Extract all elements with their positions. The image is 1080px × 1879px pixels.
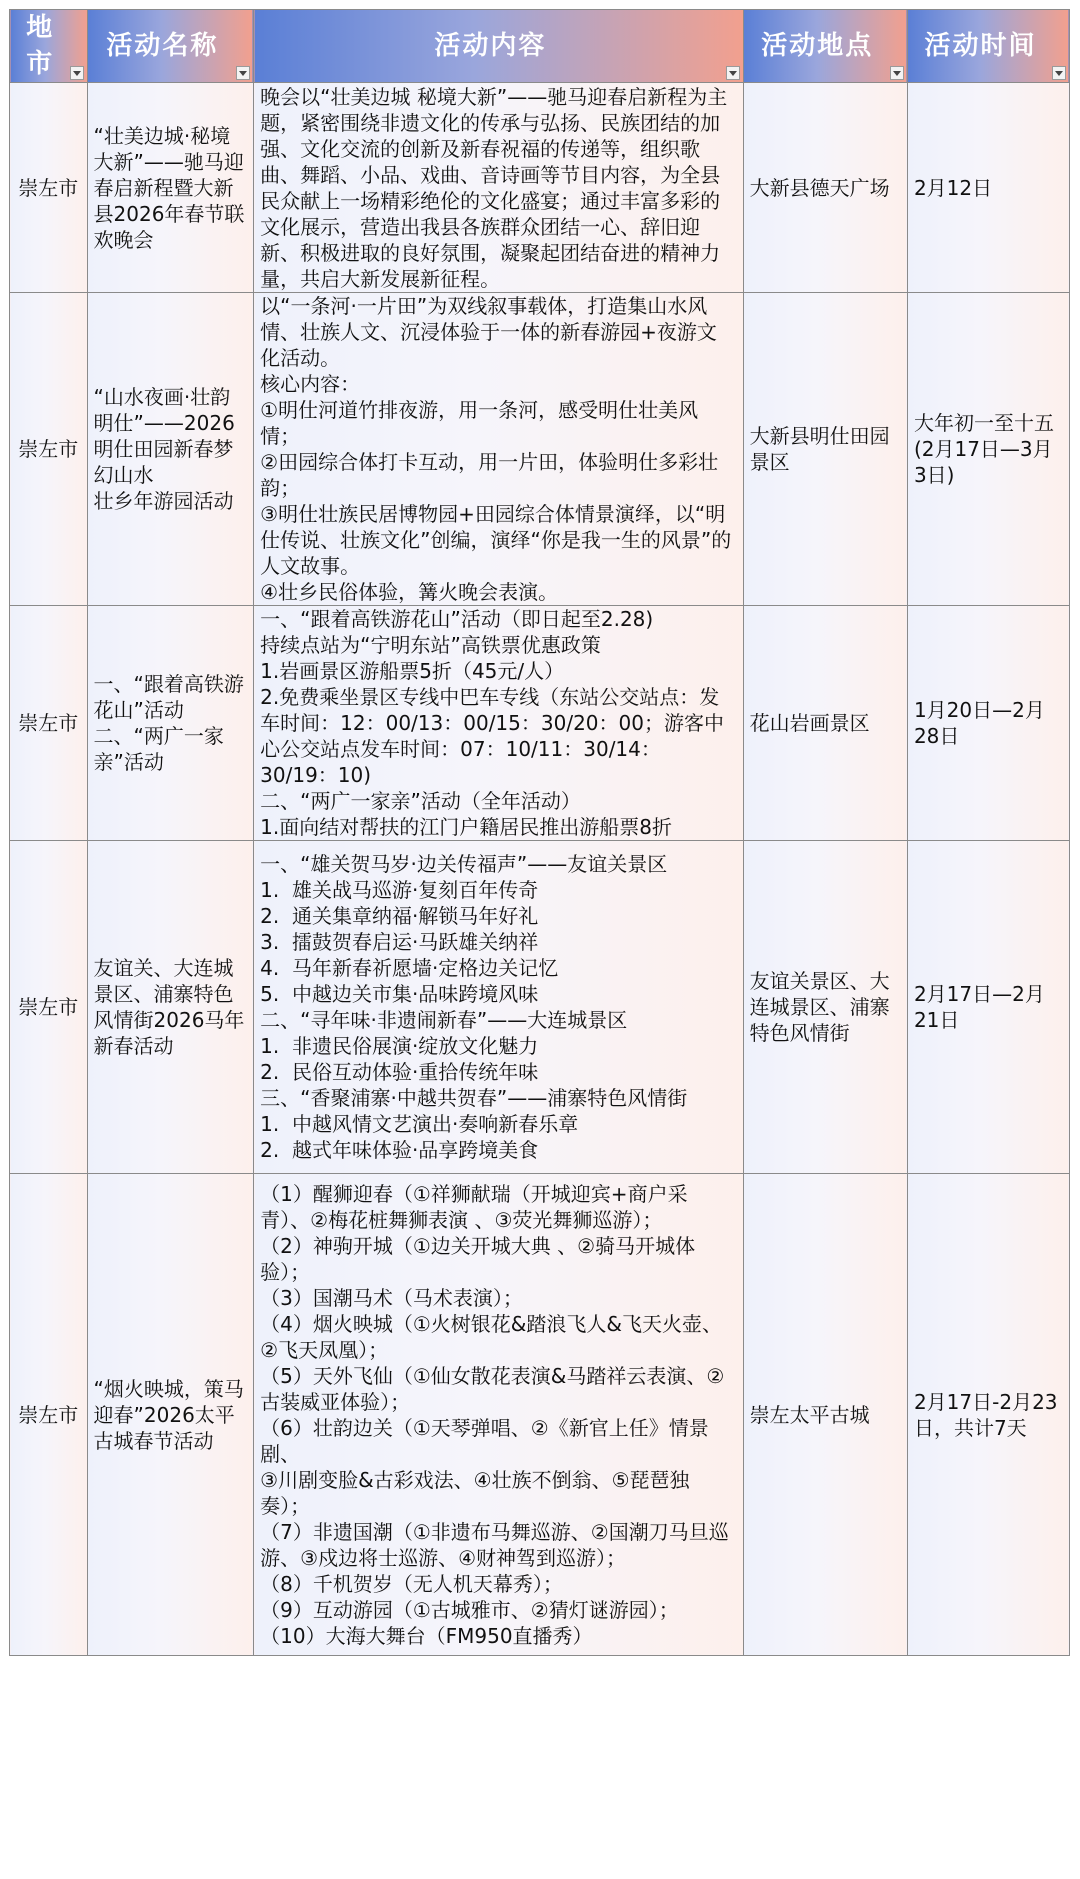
cell-content[interactable] — [254, 83, 743, 293]
content-line: 1. 中越风情文艺演出·奏响新春乐章 — [260, 1112, 579, 1136]
cell-content[interactable] — [254, 293, 743, 606]
content-line: （9）互动游园（①古城雅市、②猜灯谜游园）； — [260, 1597, 679, 1622]
filter-dropdown-icon[interactable] — [890, 66, 904, 80]
cell-city[interactable]: 崇左市 — [10, 1174, 88, 1656]
header-name — [87, 10, 254, 83]
content-line: 2. 民俗互动体验·重拾传统年味 — [260, 1060, 539, 1084]
cell-name[interactable]: “壮美边城·秘境大新”——驰马迎春启新程暨大新县2026年春节联欢晚会 — [87, 83, 254, 293]
header-location — [743, 10, 907, 83]
cell-city[interactable]: 崇左市 — [10, 83, 88, 293]
filter-dropdown-icon[interactable] — [70, 66, 84, 80]
content-line: （10）大海大舞台（FM950直播秀） — [260, 1623, 593, 1648]
activity-table — [9, 9, 1070, 1656]
cell-city[interactable]: 崇左市 — [10, 293, 88, 606]
content-line: 1.岩画景区游船票5折（45元/人） — [260, 659, 565, 683]
content-line: ③明仕壮族民居博物园+田园综合体情景演绎，以“明仕传说、壮族文化”创编，演绎“你是我一生的风景”的人文故事。 — [260, 502, 732, 578]
content-line: 晚会以“壮美边城 秘境大新”——驰马迎春启新程为主题，紧密围绕非遗文化的传承与弘扬、民族团结的加强、文化交流的创新及新春祝福的传递等，组织歌曲、舞蹈、小品、戏曲、音诗画等节目内容，为全县民众献上一场精彩绝伦的文化盛宴；通过丰富多彩的文化展示，营造出我县各族群众团结一心、辞旧迎新、积极进取的良好氛围，凝聚起团结奋进的精神力量，共启大新发展新征程。 — [260, 84, 728, 291]
content-line: 5. 中越边关市集·品味跨境风味 — [260, 982, 539, 1006]
cell-content[interactable] — [254, 606, 743, 841]
table-row — [10, 606, 1070, 841]
cell-location[interactable]: 崇左太平古城 — [743, 1174, 907, 1656]
content-line: （7）非遗国潮（①非遗布马舞巡游、②国潮刀马旦巡游、③戍边将士巡游、④财神驾到巡游）； — [260, 1519, 729, 1570]
content-line: （6）壮韵边关（①天琴弹唱、②《新官上任》情景剧、 — [260, 1415, 709, 1466]
content-line: ④壮乡民俗体验，篝火晚会表演。 — [260, 580, 559, 604]
content-line: （5）天外飞仙（①仙女散花表演&马踏祥云表演、②古装威亚体验）； — [260, 1363, 725, 1414]
cell-location[interactable]: 花山岩画景区 — [743, 606, 907, 841]
header-content — [254, 10, 743, 83]
content-line: 三、“香聚浦寨·中越共贺春”——浦寨特色风情街 — [260, 1086, 688, 1110]
cell-city[interactable]: 崇左市 — [10, 606, 88, 841]
cell-location[interactable]: 友谊关景区、大连城景区、浦寨特色风情街 — [743, 841, 907, 1174]
content-line: 2. 通关集章纳福·解锁马年好礼 — [260, 904, 539, 928]
content-line: 二、“寻年味·非遗闹新春”——大连城景区 — [260, 1008, 628, 1032]
content-line: ①明仕河道竹排夜游，用一条河，感受明仕壮美风情； — [260, 398, 699, 448]
content-line: 3. 擂鼓贺春启运·马跃雄关纳祥 — [260, 930, 539, 954]
content-line: ②田园综合体打卡互动，用一片田，体验明仕多彩壮韵； — [260, 450, 719, 500]
content-line: 2.免费乘坐景区专线中巴车专线（东站公交站点：发车时间：12：00/13：00/15：30/20：00；游客中心公交站点发车时间：07：10/11：30/14：30/19：10) — [260, 685, 724, 787]
header-city — [10, 10, 88, 83]
content-line: （1）醒狮迎春（①祥狮献瑞（开城迎宾+商户采青）、②梅花桩舞狮表演 、③荧光舞狮巡游）； — [260, 1181, 688, 1232]
cell-content[interactable] — [254, 1174, 743, 1656]
content-line: 1. 雄关战马巡游·复刻百年传奇 — [260, 878, 539, 902]
cell-location[interactable]: 大新县明仕田园景区 — [743, 293, 907, 606]
header-city-label: 地市 — [26, 13, 55, 79]
cell-name[interactable]: “烟火映城，策马迎春”2026太平古城春节活动 — [87, 1174, 254, 1656]
content-line: 1.面向结对帮扶的江门户籍居民推出游船票8折 — [260, 815, 672, 839]
filter-dropdown-icon[interactable] — [1052, 66, 1066, 80]
content-line: 核心内容： — [260, 372, 361, 396]
cell-content[interactable] — [254, 841, 743, 1174]
cell-time[interactable]: 2月17日—2月21日 — [907, 841, 1069, 1174]
cell-time[interactable]: 1月20日—2月28日 — [907, 606, 1069, 841]
cell-time[interactable]: 2月12日 — [907, 83, 1069, 293]
header-name-label: 活动名称 — [106, 31, 219, 61]
cell-name[interactable]: 一、“跟着高铁游花山”活动 二、“两广一家亲”活动 — [87, 606, 254, 841]
cell-city[interactable]: 崇左市 — [10, 841, 88, 1174]
content-line: 以“一条河·一片田”为双线叙事载体，打造集山水风情、壮族人文、沉浸体验于一体的新春游园+夜游文化活动。 — [260, 294, 717, 370]
filter-dropdown-icon[interactable] — [726, 66, 740, 80]
content-line: ③川剧变脸&古彩戏法、④壮族不倒翁、⑤琵琶独奏）； — [260, 1467, 690, 1518]
content-line: （8）千机贺岁（无人机天幕秀）； — [260, 1571, 563, 1596]
content-line: （4）烟火映城（①火树银花&踏浪飞人&飞天火壶、②飞天凤凰）； — [260, 1311, 723, 1362]
cell-time[interactable]: 2月17日-2月23日，共计7天 — [907, 1174, 1069, 1656]
header-time-label: 活动时间 — [924, 31, 1037, 61]
content-line: 4. 马年新春祈愿墙·定格边关记忆 — [260, 956, 559, 980]
cell-time[interactable]: 大年初一至十五(2月17日—3月3日) — [907, 293, 1069, 606]
filter-dropdown-icon[interactable] — [236, 66, 250, 80]
cell-name[interactable]: 友谊关、大连城景区、浦寨特色风情街2026马年新春活动 — [87, 841, 254, 1174]
header-content-label: 活动内容 — [434, 31, 547, 61]
content-line: 二、“两广一家亲”活动（全年活动） — [260, 789, 581, 813]
content-line: 持续点站为“宁明东站”高铁票优惠政策 — [260, 633, 601, 657]
content-line: 一、“跟着高铁游花山”活动（即日起至2.28) — [260, 607, 654, 631]
content-line: 2. 越式年味体验·品享跨境美食 — [260, 1138, 539, 1162]
table-row — [10, 83, 1070, 293]
content-line: （2）神驹开城（①边关开城大典 、②骑马开城体验）； — [260, 1233, 696, 1284]
content-line: 1. 非遗民俗展演·绽放文化魅力 — [260, 1034, 539, 1058]
header-location-label: 活动地点 — [761, 31, 874, 61]
content-line: 一、“雄关贺马岁·边关传福声”——友谊关景区 — [260, 852, 668, 876]
header-row — [10, 10, 1070, 83]
content-line: （3）国潮马术（马术表演）； — [260, 1285, 523, 1310]
cell-location[interactable]: 大新县德天广场 — [743, 83, 907, 293]
table-row — [10, 293, 1070, 606]
table-row — [10, 1174, 1070, 1656]
table-row — [10, 841, 1070, 1174]
cell-name[interactable]: “山水夜画·壮韵明仕”——2026明仕田园新春梦幻山水 壮乡年游园活动 — [87, 293, 254, 606]
header-time — [907, 10, 1069, 83]
